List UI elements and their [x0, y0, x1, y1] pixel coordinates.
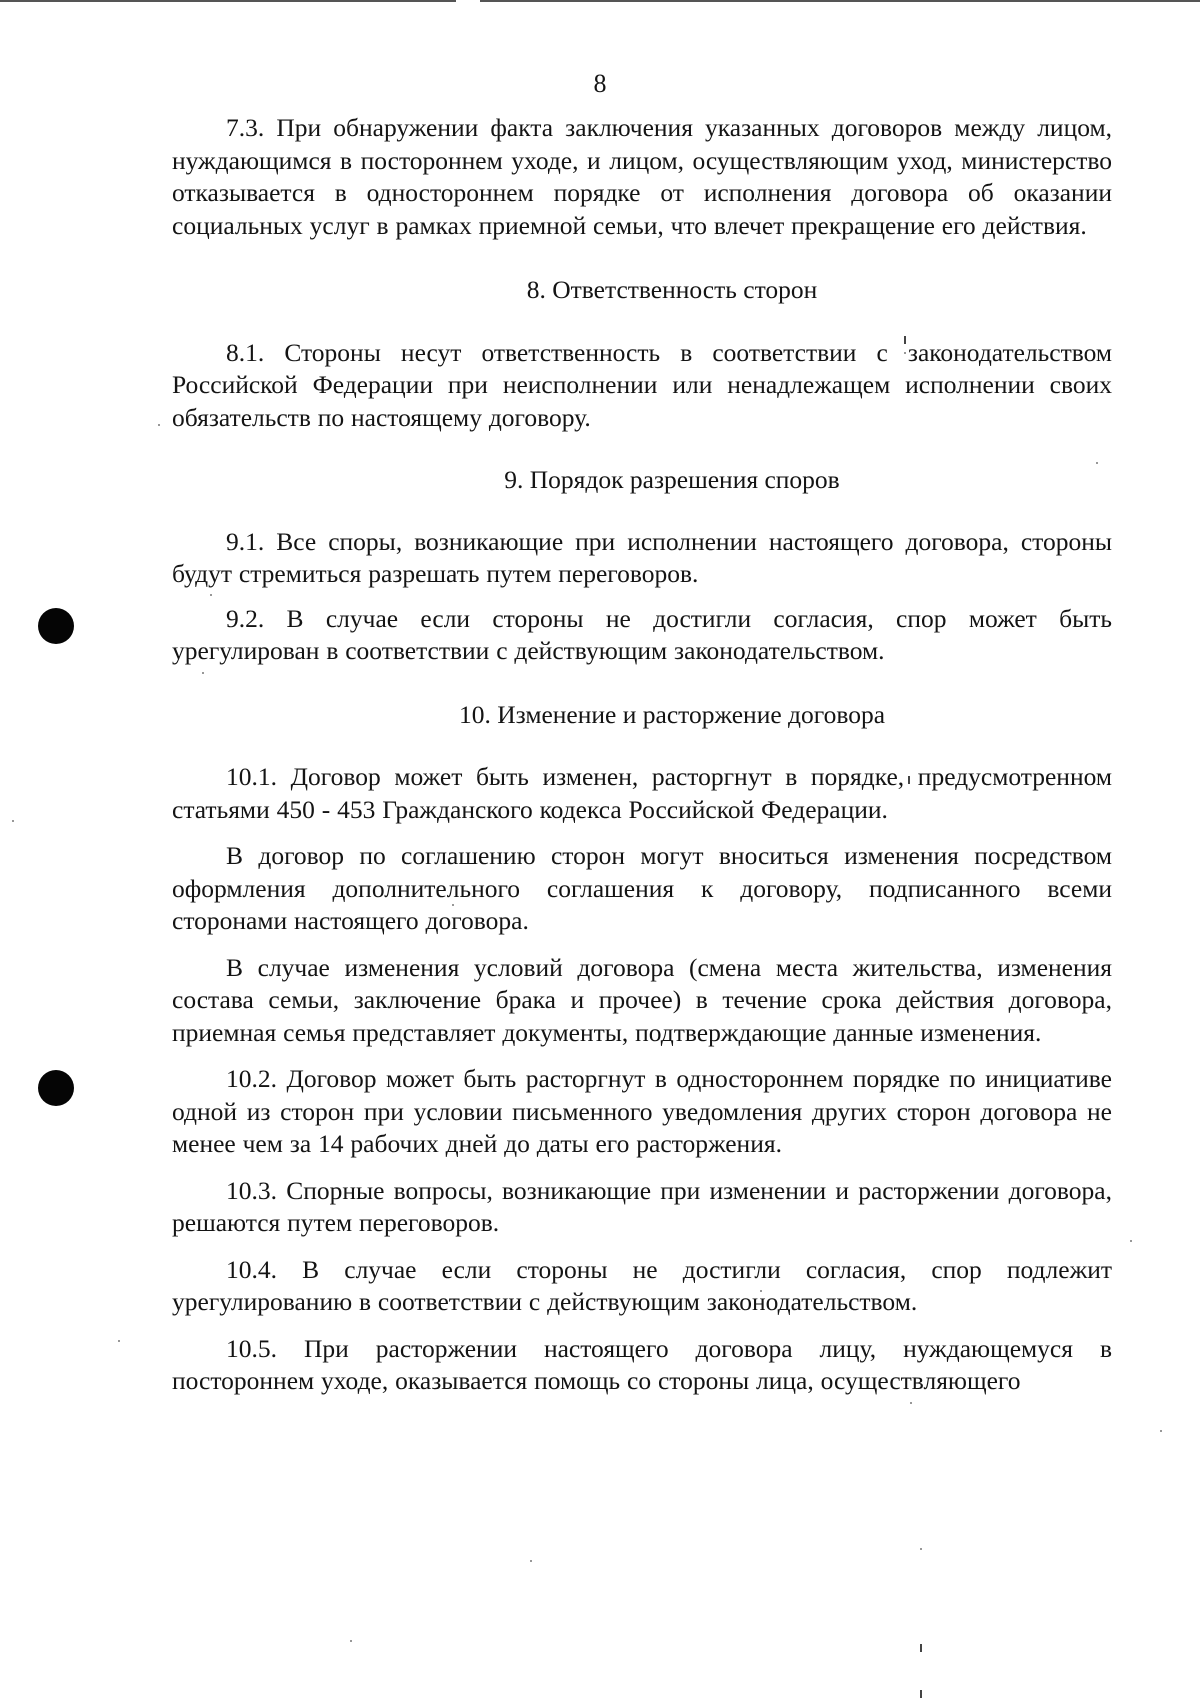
- clause-8-1: 8.1. Стороны несут ответственность в соответствии с законодательством Российской Федерации при неисполнении или ненадлежащем исполнении своих обязательств по настоящему договору.: [172, 337, 1112, 432]
- clause-10-5: 10.5. При расторжении настоящего договора лицу, нуждающемуся в постороннем уходе, оказывается помощь со стороны лица, осуществляющего: [172, 1333, 1112, 1395]
- section-heading-10: 10. Изменение и расторжение договора: [458, 699, 886, 729]
- punch-hole-upper: [38, 608, 74, 644]
- clause-10-1-changes: В случае изменения условий договора (смена места жительства, изменения состава семьи, заключение брака и прочее) в течение срока действия договора, приемная семья представляет документы, подтверждающие данные изменения.: [172, 952, 1112, 1047]
- section-heading-9: 9. Порядок разрешения споров: [504, 465, 840, 494]
- clause-10-4: 10.4. В случае если стороны не достигли согласия, спор подлежит урегулированию в соответствии с действующим законодательством.: [172, 1254, 1112, 1316]
- page-number: 8: [593, 69, 607, 98]
- clause-9-2: 9.2. В случае если стороны не достигли согласия, спор может быть урегулирован в соответствии с действующим законодательством.: [172, 603, 1112, 665]
- clause-10-2: 10.2. Договор может быть расторгнут в одностороннем порядке по инициативе одной из сторон при условии письменного уведомления других сторон договора не менее чем за 14 рабочих дней до даты его расторжения.: [172, 1064, 1112, 1158]
- scan-top-edge: [0, 0, 1200, 2]
- clause-10-3: 10.3. Спорные вопросы, возникающие при изменении и расторжении договора, решаются путем переговоров.: [172, 1175, 1112, 1237]
- clause-10-1: 10.1. Договор может быть изменен, расторгнут в порядке, предусмотренном статьями 450 - 453 Гражданского кодекса Российской Федерации.: [172, 762, 1112, 824]
- document-body: [172, 112, 1112, 1398]
- clause-10-1-amendments: В договор по соглашению сторон могут вноситься изменения посредством оформления дополнительного соглашения к договору, подписанного всеми сторонами настоящего договора.: [172, 841, 1112, 935]
- clause-7-3: 7.3. При обнаружении факта заключения указанных договоров между лицом, нуждающимся в постороннем уходе, и лицом, осуществляющим уход, министерство отказывается в одностороннем порядке от исполнения договора об оказании социальных услуг в рамках приемной семьи, что влечет прекращение его действия.: [172, 113, 1112, 240]
- section-heading-8: 8. Ответственность сторон: [526, 275, 818, 304]
- punch-hole-lower: [38, 1070, 74, 1106]
- clause-9-1: 9.1. Все споры, возникающие при исполнении настоящего договора, стороны будут стремиться разрешать путем переговоров.: [172, 526, 1112, 588]
